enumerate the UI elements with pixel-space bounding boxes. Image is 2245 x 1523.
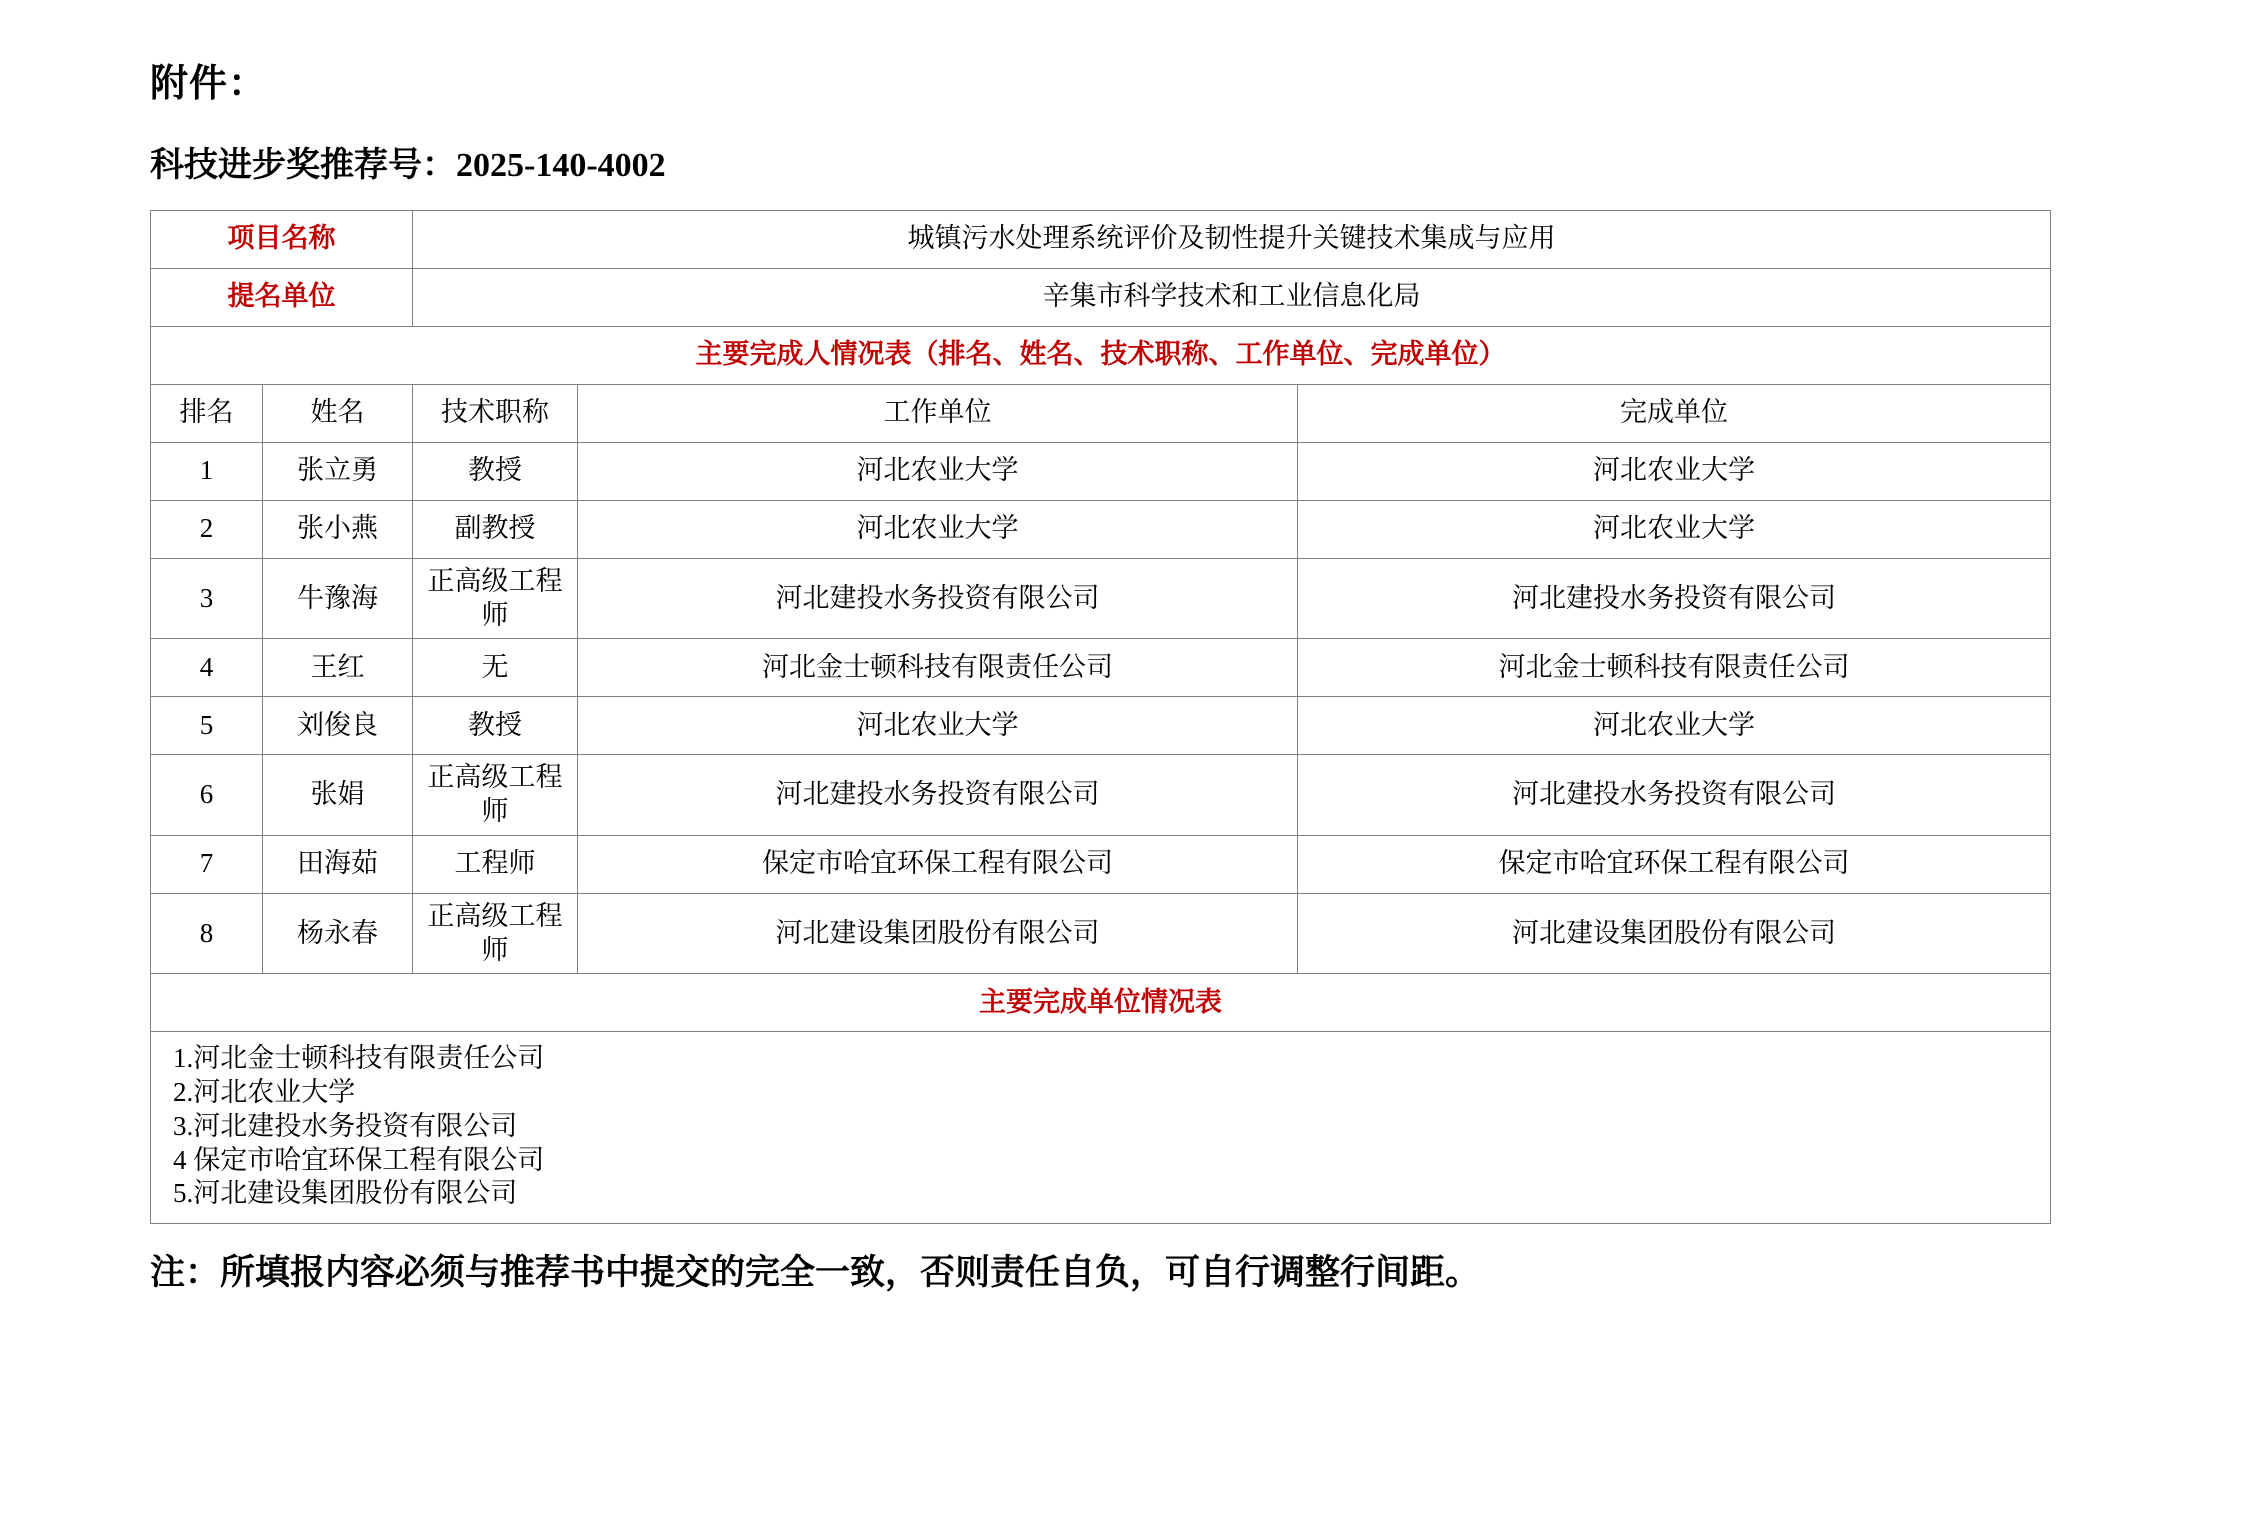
cell-work-unit: 河北农业大学 bbox=[578, 697, 1298, 755]
cell-name: 田海茹 bbox=[263, 835, 413, 893]
cell-title: 教授 bbox=[413, 697, 578, 755]
cell-work-unit: 河北建投水务投资有限公司 bbox=[578, 558, 1298, 639]
table-row bbox=[151, 835, 2051, 893]
cell-rank: 1 bbox=[151, 442, 263, 500]
list-item: 5.河北建设集团股份有限公司 bbox=[173, 1178, 518, 1209]
list-item: 3.河北建投水务投资有限公司 bbox=[173, 1110, 518, 1141]
cell-done-unit: 河北建投水务投资有限公司 bbox=[1298, 558, 2051, 639]
contributors-heading: 主要完成人情况表（排名、姓名、技术职称、工作单位、完成单位） bbox=[151, 326, 2051, 384]
project-name-row bbox=[151, 210, 2051, 268]
cell-rank: 5 bbox=[151, 697, 263, 755]
nominating-unit-value: 辛集市科学技术和工业信息化局 bbox=[413, 268, 2051, 326]
cell-name: 张立勇 bbox=[263, 442, 413, 500]
cell-rank: 3 bbox=[151, 558, 263, 639]
cell-title: 无 bbox=[413, 639, 578, 697]
units-list bbox=[151, 1032, 2051, 1224]
cell-title: 教授 bbox=[413, 442, 578, 500]
units-list-row bbox=[151, 1032, 2051, 1224]
table-row bbox=[151, 558, 2051, 639]
column-header-title: 技术职称 bbox=[413, 384, 578, 442]
recommend-number-label: 科技进步奖推荐号： bbox=[150, 146, 456, 184]
table-row bbox=[151, 697, 2051, 755]
cell-name: 杨永春 bbox=[263, 893, 413, 974]
list-item: 2.河北农业大学 bbox=[173, 1077, 356, 1108]
column-header-name: 姓名 bbox=[263, 384, 413, 442]
cell-done-unit: 保定市哈宜环保工程有限公司 bbox=[1298, 835, 2051, 893]
project-name-value: 城镇污水处理系统评价及韧性提升关键技术集成与应用 bbox=[413, 210, 2051, 268]
units-heading: 主要完成单位情况表 bbox=[151, 974, 2051, 1032]
table-row bbox=[151, 755, 2051, 836]
cell-title: 工程师 bbox=[413, 835, 578, 893]
cell-done-unit: 河北农业大学 bbox=[1298, 442, 2051, 500]
cell-title: 副教授 bbox=[413, 500, 578, 558]
cell-name: 牛豫海 bbox=[263, 558, 413, 639]
column-header-rank: 排名 bbox=[151, 384, 263, 442]
cell-title: 正高级工程师 bbox=[413, 893, 578, 974]
footnote: 注：所填报内容必须与推荐书中提交的完全一致，否则责任自负，可自行调整行间距。 bbox=[150, 1253, 1481, 1293]
project-name-label: 项目名称 bbox=[151, 210, 413, 268]
cell-work-unit: 河北建设集团股份有限公司 bbox=[578, 893, 1298, 974]
table-row bbox=[151, 639, 2051, 697]
cell-rank: 4 bbox=[151, 639, 263, 697]
list-item: 1.河北金士顿科技有限责任公司 bbox=[173, 1043, 545, 1074]
contributors-column-header bbox=[151, 384, 2051, 442]
nominating-unit-row bbox=[151, 268, 2051, 326]
cell-done-unit: 河北农业大学 bbox=[1298, 500, 2051, 558]
cell-name: 王红 bbox=[263, 639, 413, 697]
units-heading-row bbox=[151, 974, 2051, 1032]
attachment-label: 附件： bbox=[150, 63, 268, 105]
cell-work-unit: 保定市哈宜环保工程有限公司 bbox=[578, 835, 1298, 893]
table-row bbox=[151, 442, 2051, 500]
cell-rank: 6 bbox=[151, 755, 263, 836]
cell-work-unit: 河北金士顿科技有限责任公司 bbox=[578, 639, 1298, 697]
column-header-work-unit: 工作单位 bbox=[578, 384, 1298, 442]
cell-name: 刘俊良 bbox=[263, 697, 413, 755]
cell-name: 张娟 bbox=[263, 755, 413, 836]
cell-title: 正高级工程师 bbox=[413, 755, 578, 836]
contributors-heading-row bbox=[151, 326, 2051, 384]
list-item: 4 保定市哈宜环保工程有限公司 bbox=[173, 1144, 545, 1175]
cell-done-unit: 河北建投水务投资有限公司 bbox=[1298, 755, 2051, 836]
cell-work-unit: 河北农业大学 bbox=[578, 500, 1298, 558]
nominating-unit-label: 提名单位 bbox=[151, 268, 413, 326]
cell-work-unit: 河北农业大学 bbox=[578, 442, 1298, 500]
cell-done-unit: 河北金士顿科技有限责任公司 bbox=[1298, 639, 2051, 697]
cell-done-unit: 河北建设集团股份有限公司 bbox=[1298, 893, 2051, 974]
recommend-number-line bbox=[150, 144, 2095, 188]
column-header-done-unit: 完成单位 bbox=[1298, 384, 2051, 442]
cell-title: 正高级工程师 bbox=[413, 558, 578, 639]
table-row bbox=[151, 500, 2051, 558]
recommend-number-value: 2025-140-4002 bbox=[456, 146, 666, 184]
cell-rank: 8 bbox=[151, 893, 263, 974]
cell-rank: 2 bbox=[151, 500, 263, 558]
cell-work-unit: 河北建投水务投资有限公司 bbox=[578, 755, 1298, 836]
cell-rank: 7 bbox=[151, 835, 263, 893]
cell-name: 张小燕 bbox=[263, 500, 413, 558]
main-table bbox=[150, 210, 2051, 1224]
cell-done-unit: 河北农业大学 bbox=[1298, 697, 2051, 755]
table-row bbox=[151, 893, 2051, 974]
